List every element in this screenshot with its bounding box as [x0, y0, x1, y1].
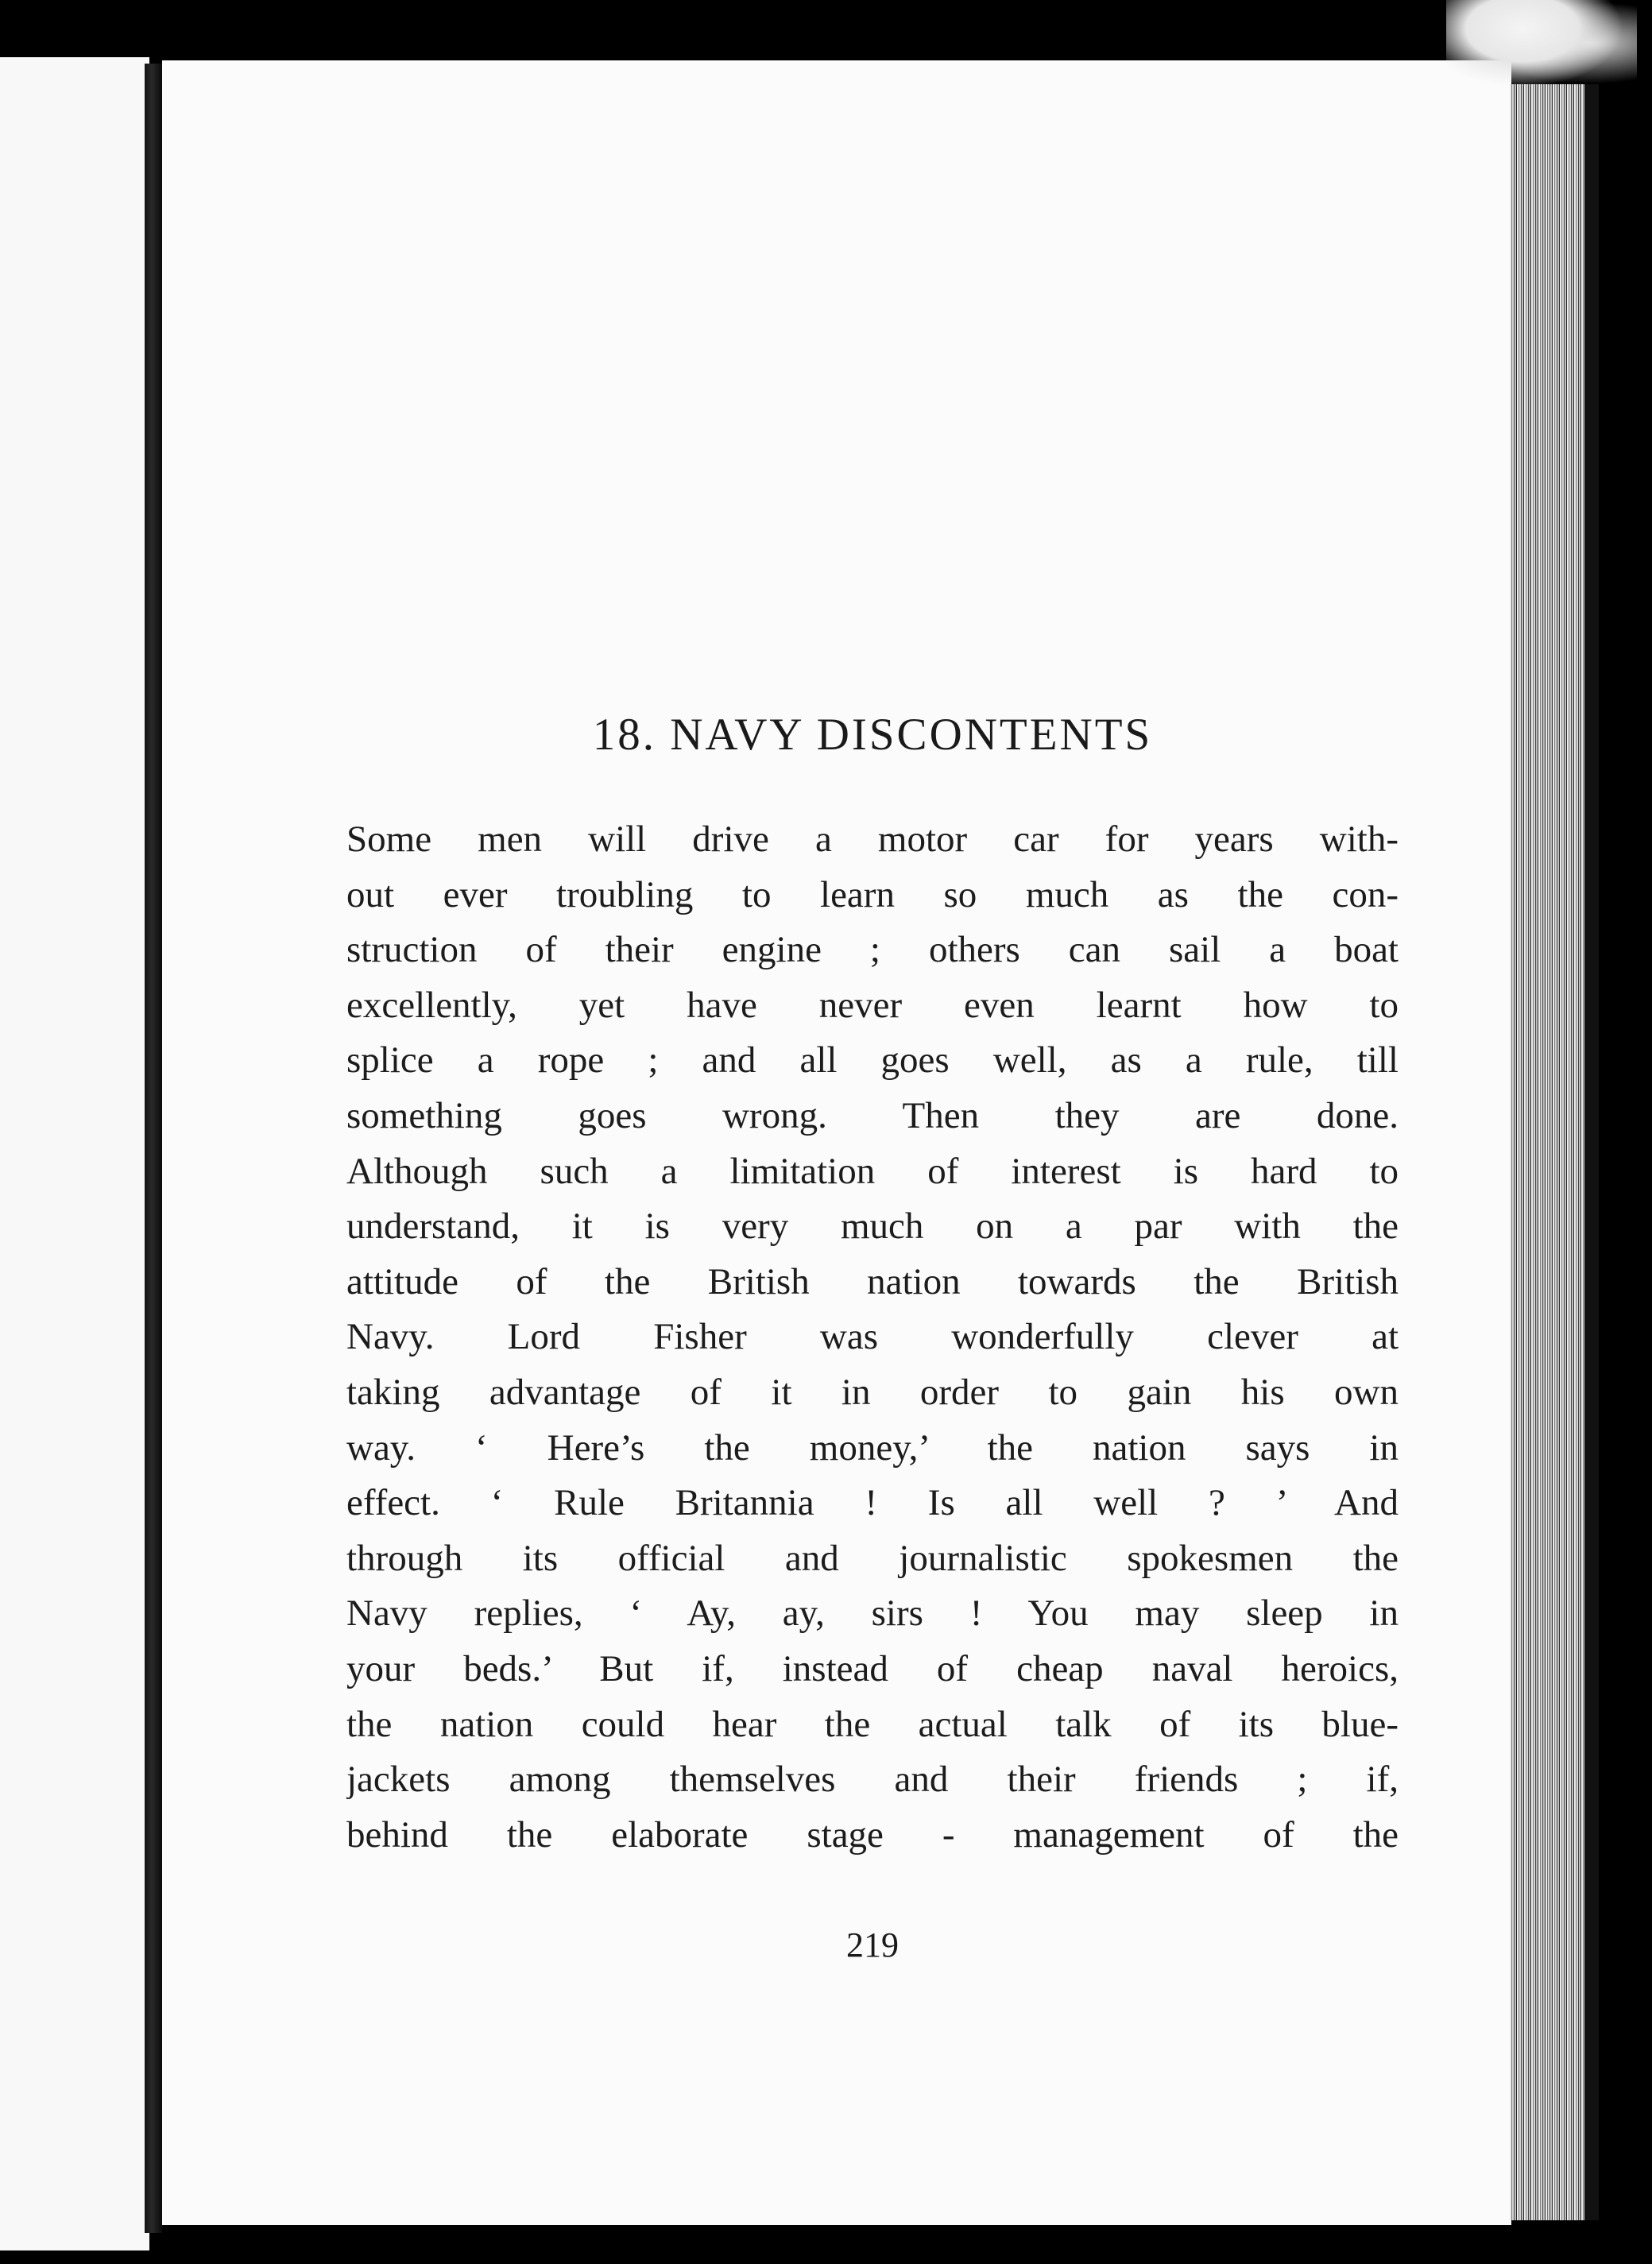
text-line: something goes wrong. Then they are done.: [346, 1094, 1399, 1136]
page-edge-stack: [1510, 84, 1599, 2220]
book-spine-gutter: [145, 64, 162, 2233]
text-line: behind the elaborate stage - management of the: [346, 1813, 1399, 1856]
book-page: [162, 60, 1511, 2225]
text-line: Navy. Lord Fisher was wonderfully clever at: [346, 1316, 1399, 1358]
text-line: Navy replies, ‘ Ay, ay, sirs ! You may sleep in: [346, 1593, 1399, 1635]
text-line: effect. ‘ Rule Britannia ! Is all well ? ’ And: [346, 1482, 1399, 1524]
text-line: understand, it is very much on a par with the: [346, 1206, 1399, 1248]
page-number: 219: [846, 1925, 899, 1964]
previous-page-edge: [0, 57, 149, 2250]
text-line: way. ‘ Here’s the money,’ the nation says in: [346, 1426, 1399, 1469]
text-line: out ever troubling to learn so much as the con-: [346, 873, 1399, 915]
text-line: struction of their engine ; others can sail a boat: [346, 929, 1399, 971]
text-line: taking advantage of it in order to gain his own: [346, 1371, 1399, 1413]
body-text: [346, 812, 1399, 1863]
text-line: attitude of the British nation towards the British: [346, 1260, 1399, 1302]
text-line: through its official and journalistic spokesmen the: [346, 1537, 1399, 1579]
chapter-title: 18. NAVY DISCONTENTS: [592, 710, 1153, 760]
torn-corner: [1446, 0, 1637, 95]
text-line: Some men will drive a motor car for years with-: [346, 819, 1399, 860]
text-line: Although such a limitation of interest is hard to: [346, 1150, 1399, 1192]
text-line: your beds.’ But if, instead of cheap naval heroics,: [346, 1647, 1399, 1689]
text-line: the nation could hear the actual talk of its blue-: [346, 1703, 1399, 1745]
text-line: jackets among themselves and their friends ; if,: [346, 1759, 1399, 1801]
text-line: splice a rope ; and all goes well, as a rule, till: [346, 1039, 1399, 1082]
text-line: excellently, yet have never even learnt how to: [346, 984, 1399, 1026]
